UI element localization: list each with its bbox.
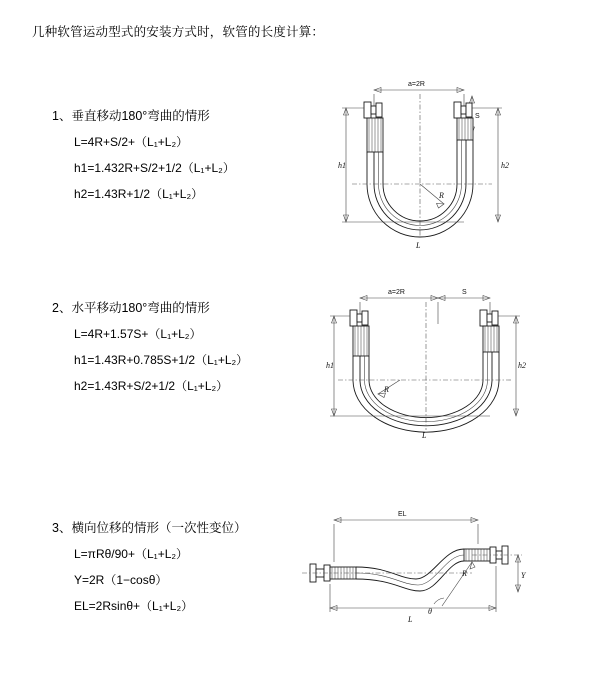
label-h1: h1	[338, 161, 346, 170]
section-3-formula-3: EL=2Rsinθ+（L₁+L₂）	[74, 599, 194, 613]
section-3-text	[52, 518, 322, 623]
lateral-offset-diagram	[296, 500, 536, 640]
label-h2-2: h2	[518, 361, 526, 370]
label-r: R	[439, 191, 444, 200]
label-l-3: L	[408, 615, 413, 624]
section-1-text	[52, 106, 322, 211]
label-a-2r-2: a=2R	[388, 289, 405, 296]
section-2-formula-3: h2=1.43R+S/2+1/2（L₁+L₂）	[74, 379, 229, 393]
section-2-title: 2、水平移动180°弯曲的情形	[52, 301, 210, 315]
label-el: EL	[398, 511, 407, 518]
section-2-formula-1: L=4R+1.57S+（L₁+L₂）	[74, 327, 202, 341]
section-2-formula-2: h1=1.43R+0.785S+1/2（L₁+L₂）	[74, 353, 249, 367]
section-3-title: 3、横向位移的情形（一次性变位）	[52, 521, 247, 535]
label-theta: θ	[428, 607, 432, 616]
label-a-2r: a=2R	[408, 81, 425, 88]
page-title: 几种软管运动型式的安装方式时，软管的长度计算：	[32, 25, 325, 39]
label-h1-2: h1	[326, 361, 334, 370]
section-3-formula-2: Y=2R（1−cosθ）	[74, 573, 168, 587]
vertical-180-bend-diagram	[312, 72, 532, 272]
horizontal-180-bend-diagram	[312, 280, 532, 460]
label-r-3: R	[462, 569, 467, 578]
label-l: L	[416, 241, 421, 250]
label-r-2: R	[384, 385, 389, 394]
section-1-formula-2: h1=1.432R+S/2+1/2（L₁+L₂）	[74, 161, 235, 175]
section-1-formula-1: L=4R+S/2+（L₁+L₂）	[74, 135, 189, 149]
label-y: Y	[521, 571, 526, 580]
label-s: S	[475, 113, 480, 120]
section-1-formula-3: h2=1.43R+1/2（L₁+L₂）	[74, 187, 204, 201]
label-l-2: L	[422, 431, 427, 440]
section-2-text	[52, 298, 322, 403]
label-h2: h2	[501, 161, 509, 170]
section-1-title: 1、垂直移动180°弯曲的情形	[52, 109, 210, 123]
label-s-2: S	[462, 289, 467, 296]
section-1-figure	[312, 72, 532, 272]
section-3-formula-1: L=πRθ/90+（L₁+L₂）	[74, 547, 189, 561]
section-3-figure	[296, 500, 536, 640]
section-2-figure	[312, 280, 532, 460]
